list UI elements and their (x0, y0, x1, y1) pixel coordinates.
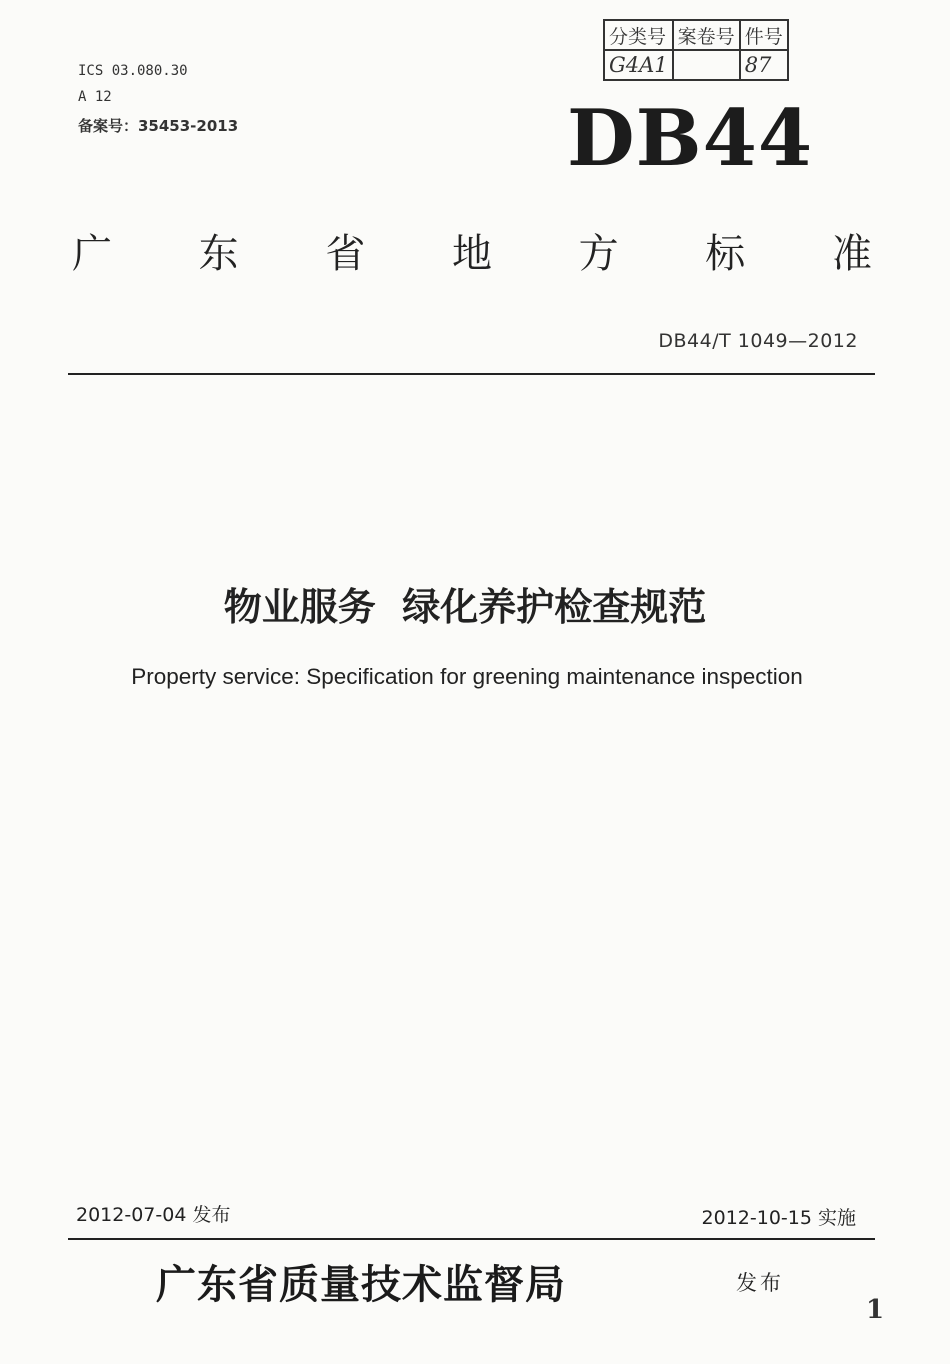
issue-label: 发布 (736, 1271, 784, 1295)
archive-value-item: 87 (740, 50, 788, 80)
archive-header-volume: 案卷号 (673, 20, 740, 50)
archive-value-category: G4A1 (604, 50, 673, 80)
archive-table-header-row (604, 20, 788, 50)
standard-code: DB44 (567, 93, 814, 184)
province-title-char: 广 (72, 231, 112, 277)
province-title-char: 标 (705, 231, 746, 277)
archive-header-item: 件号 (740, 20, 788, 50)
province-title-char: 省 (325, 231, 366, 277)
top-rule (68, 373, 875, 375)
archive-table (603, 19, 789, 81)
province-title-char: 地 (451, 231, 492, 277)
province-title-char: 方 (578, 231, 619, 277)
ics-code: ICS 03.080.30 (78, 63, 188, 79)
issue-date: 2012-07-04 发布 (76, 1204, 231, 1226)
page-number: 1 (866, 1295, 885, 1325)
english-title: Property service: Specification for greening maintenance inspection (131, 664, 803, 689)
issuing-authority: 广东省质量技术监督局 (156, 1261, 566, 1308)
archive-value-volume (673, 50, 740, 80)
bottom-rule (68, 1238, 875, 1240)
province-title-char: 准 (831, 231, 872, 277)
ccs-code: A 12 (78, 89, 112, 105)
province-standard-title (72, 222, 872, 279)
implementation-date: 2012-10-15 实施 (701, 1207, 856, 1229)
archive-table-value-row (604, 50, 788, 80)
province-title-char: 东 (198, 231, 239, 277)
registration-number: 备案号：35453-2013 (78, 117, 239, 135)
chinese-title: 物业服务 绿化养护检查规范 (223, 585, 707, 629)
archive-header-category: 分类号 (604, 20, 673, 50)
standard-number: DB44/T 1049—2012 (658, 330, 858, 352)
